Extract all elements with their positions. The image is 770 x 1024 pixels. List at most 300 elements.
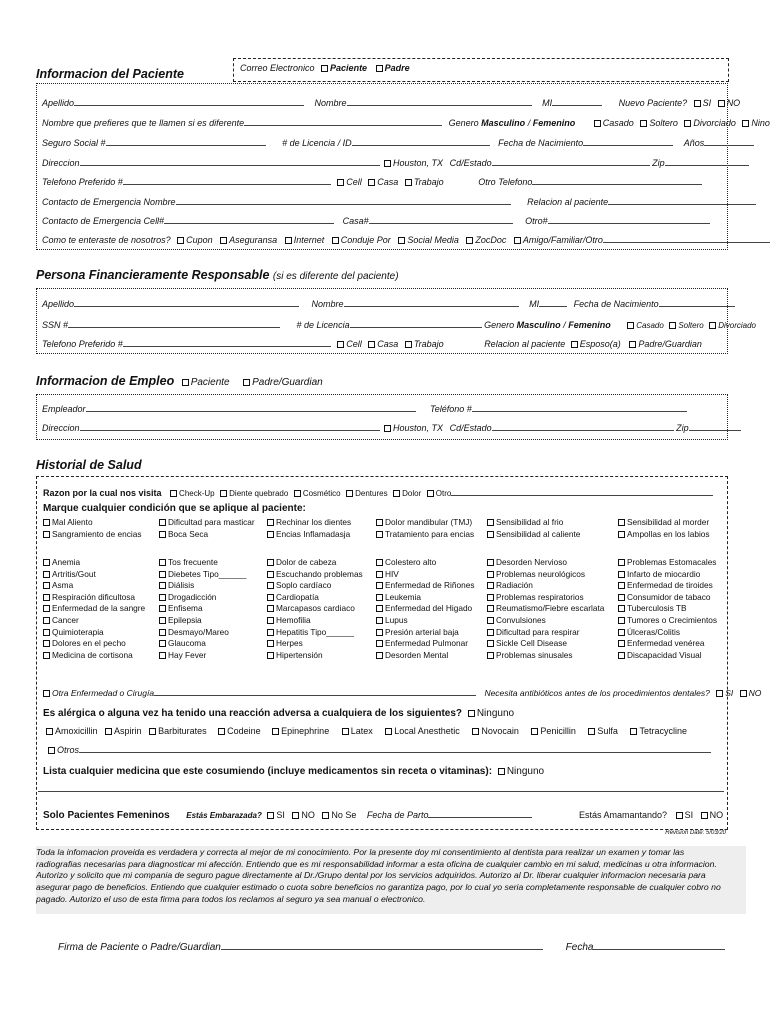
conditions-column	[376, 557, 474, 661]
fin-masculino-label[interactable]: Masculino	[516, 320, 561, 330]
divorciado-checkbox[interactable]	[684, 120, 691, 127]
condition-checkbox[interactable]	[618, 629, 625, 636]
medicina-ninguno-checkbox[interactable]	[498, 768, 505, 775]
conditions-column	[487, 557, 604, 661]
fin-apellido-label: Apellido	[42, 299, 75, 309]
antibioticos-si-checkbox[interactable]	[716, 690, 723, 697]
codeine-checkbox[interactable]	[218, 728, 225, 735]
financial-subtitle: (si es diferente del paciente)	[272, 271, 399, 282]
condition-checkbox[interactable]	[159, 617, 166, 624]
condition-checkbox[interactable]	[159, 640, 166, 647]
condition-checkbox[interactable]	[267, 582, 274, 589]
zocdoc-label: ZocDoc	[475, 235, 507, 245]
top-col-1	[43, 517, 141, 540]
tetracycline-checkbox[interactable]	[630, 728, 637, 735]
condition-label: Enfermedad del Higado	[385, 603, 473, 614]
masculino-label[interactable]: Masculino	[481, 118, 526, 128]
condition-label: Consumidor de tabaco	[627, 591, 711, 602]
otro-field[interactable]	[451, 486, 713, 496]
firma-field[interactable]	[221, 940, 543, 950]
condition-checkbox[interactable]	[267, 531, 274, 538]
condition-label: Dolor mandibular (TMJ)	[385, 517, 473, 527]
otra-enfermedad-row	[43, 686, 761, 698]
emp-direccion-field[interactable]	[80, 421, 380, 431]
condition-checkbox[interactable]	[618, 519, 625, 526]
condition-checkbox[interactable]	[487, 571, 494, 578]
condition-checkbox[interactable]	[487, 594, 494, 601]
condition-label: Sensibilidad al morder	[627, 517, 710, 527]
cupon-label: Cupon	[186, 235, 213, 245]
empleador-field[interactable]	[86, 402, 416, 412]
condition-checkbox[interactable]	[267, 594, 274, 601]
medicina-row	[43, 766, 544, 777]
houston-label: Houston, TX	[393, 158, 444, 168]
email-label: Correo Electronico	[240, 63, 315, 73]
condition-checkbox[interactable]	[159, 652, 166, 659]
patient-row-3	[42, 136, 754, 148]
fin-nacimiento-field[interactable]	[659, 297, 735, 307]
cupon-checkbox[interactable]	[177, 237, 184, 244]
condition-label: Presión arterial baja	[385, 626, 459, 637]
condition-checkbox[interactable]	[376, 559, 383, 566]
condition-checkbox[interactable]	[159, 629, 166, 636]
condition-checkbox[interactable]	[618, 617, 625, 624]
patient-row-2	[42, 116, 770, 128]
condition-item	[267, 557, 363, 569]
otros-checkbox[interactable]	[48, 747, 55, 754]
local-anesthetic-label: Local Anesthetic	[394, 726, 460, 736]
condition-item	[487, 650, 604, 662]
condition-checkbox[interactable]	[267, 617, 274, 624]
tetracycline-label: Tetracycline	[639, 726, 687, 736]
condition-checkbox[interactable]	[376, 617, 383, 624]
seguro-field[interactable]	[106, 136, 266, 146]
contacto-cell-field[interactable]	[164, 214, 334, 224]
telefono-field[interactable]	[123, 175, 331, 185]
casado-label: Casado	[602, 118, 634, 128]
top-col-2	[159, 517, 255, 540]
condition-checkbox[interactable]	[618, 582, 625, 589]
condition-item	[43, 557, 145, 569]
condition-checkbox[interactable]	[43, 640, 50, 647]
condition-label: Enfermedad de tiroides	[627, 580, 713, 591]
ssn-label: SSN #	[42, 320, 69, 330]
amigo-field[interactable]	[603, 233, 770, 243]
embarazada-si-checkbox[interactable]	[267, 812, 274, 819]
social-checkbox[interactable]	[398, 237, 405, 244]
condition-item	[376, 638, 474, 650]
dentures-label: Dentures	[355, 489, 388, 498]
fin-cell-label: Cell	[346, 339, 362, 349]
nacimiento-field[interactable]	[583, 136, 673, 146]
condition-checkbox[interactable]	[487, 605, 494, 612]
condition-label: Cancer	[52, 614, 79, 625]
condition-item	[159, 580, 246, 592]
fin-nacimiento-label: Fecha de Nacimiento	[573, 299, 659, 309]
condition-item	[267, 569, 363, 581]
checkup-checkbox[interactable]	[170, 490, 177, 497]
consent-text: Toda la infomacion proveida es verdadera y correcta al mejor de mi conocimiento. Por la presente doy mi consentimiento al dentista para realizar un examen y tomar las radiografias necesarias para diagnosticar mi afección. Entiendo que es mi responsabilidad informar a esta oficina de cualquier cambio en mi salud, medicinas u otra informacion. Autorizo y solicito que mi compania de seguro pague directamente al Dr./Grupo dental por los servicios adquiridos. Autorizo al Dr. liberar cualquier informacion necesaria para asegurar pago de beneficios. Entiendo que cualquier estimado o cuota sobre beneficios no garantiza pago, por lo cual yo seria completamente responsable de cualquier cobro no pagado. Autorizo el uso de esta firma para todos los reclamos al seguro ya sea manual o electronico.	[36, 847, 721, 904]
condition-checkbox[interactable]	[43, 582, 50, 589]
fin-divorciado-checkbox[interactable]	[709, 322, 716, 329]
emp-paciente-label: Paciente	[190, 377, 230, 388]
condition-checkbox[interactable]	[376, 594, 383, 601]
amamantando-no-label: NO	[709, 810, 724, 820]
condition-label: HIV	[385, 568, 399, 579]
emp-telefono-field[interactable]	[472, 402, 687, 412]
condition-label: Medicina de cortisona	[52, 649, 133, 660]
antibioticos-no-checkbox[interactable]	[740, 690, 747, 697]
contacto-cell-label: Contacto de Emergencia Cell#	[42, 216, 165, 226]
condition-checkbox[interactable]	[487, 519, 494, 526]
telefono-label: Telefono Preferido #	[42, 177, 123, 187]
condition-checkbox[interactable]	[43, 531, 50, 538]
epinephrine-label: Epinephrine	[281, 726, 330, 736]
condition-label: Diálisis	[168, 580, 195, 591]
nombre-label: Nombre	[314, 98, 347, 108]
emp-zip-label: Zip	[676, 423, 689, 433]
dolor-checkbox[interactable]	[393, 490, 400, 497]
contacto-field[interactable]	[176, 195, 511, 205]
fin-mi-field[interactable]	[539, 297, 567, 307]
patient-row-1	[42, 96, 740, 108]
email-paciente-checkbox[interactable]	[321, 65, 328, 72]
conditions-column	[618, 557, 717, 661]
condition-label: Anemia	[52, 557, 81, 567]
condition-checkbox[interactable]	[487, 617, 494, 624]
condition-label: Cardiopatía	[276, 591, 319, 602]
nuevo-paciente-label: Nuevo Paciente?	[618, 98, 688, 108]
soltero-checkbox[interactable]	[640, 120, 647, 127]
fin-casa-checkbox[interactable]	[368, 341, 375, 348]
condition-checkbox[interactable]	[43, 559, 50, 566]
condition-checkbox[interactable]	[267, 519, 274, 526]
medicina-field[interactable]	[38, 791, 724, 792]
casado-checkbox[interactable]	[594, 120, 601, 127]
otros-label: Otros	[57, 745, 80, 755]
condition-checkbox[interactable]	[618, 652, 625, 659]
nuevo-no-checkbox[interactable]	[718, 100, 725, 107]
condition-label: Reumatismo/Fiebre escarlata	[496, 603, 605, 614]
embarazada-si-label: SI	[276, 810, 285, 820]
condition-checkbox[interactable]	[267, 640, 274, 647]
conditions-column	[159, 557, 246, 661]
fecha-label: Fecha	[565, 942, 594, 953]
condition-item	[618, 627, 717, 639]
amigo-checkbox[interactable]	[514, 237, 521, 244]
alergia-ninguno-checkbox[interactable]	[468, 710, 475, 717]
condition-label: Glaucoma	[168, 638, 206, 649]
fin-casado-checkbox[interactable]	[627, 322, 634, 329]
prefiere-field[interactable]	[244, 116, 442, 126]
condition-checkbox[interactable]	[376, 640, 383, 647]
condition-checkbox[interactable]	[618, 559, 625, 566]
top-col-6	[618, 517, 710, 540]
signature-row	[58, 940, 725, 953]
otra-field[interactable]	[154, 686, 476, 696]
condition-checkbox[interactable]	[487, 629, 494, 636]
fin-licencia-field[interactable]	[350, 318, 482, 328]
femeninos-row	[43, 808, 723, 821]
condition-label: Radiación	[496, 580, 533, 591]
condition-checkbox[interactable]	[618, 531, 625, 538]
fechaparto-label: Fecha de Parto	[366, 810, 429, 820]
nuevo-si-checkbox[interactable]	[694, 100, 701, 107]
fechaparto-field[interactable]	[428, 808, 532, 818]
fin-cell-checkbox[interactable]	[337, 341, 344, 348]
internet-checkbox[interactable]	[285, 237, 292, 244]
latex-checkbox[interactable]	[342, 728, 349, 735]
condition-checkbox[interactable]	[43, 617, 50, 624]
condition-checkbox[interactable]	[376, 582, 383, 589]
fin-apellido-field[interactable]	[74, 297, 299, 307]
ssn-field[interactable]	[68, 318, 280, 328]
condition-item	[159, 615, 246, 627]
condition-checkbox[interactable]	[43, 594, 50, 601]
condition-label: Dificultad para masticar	[168, 517, 255, 527]
fin-casado-label: Casado	[636, 321, 664, 330]
condition-item	[43, 580, 145, 592]
condition-checkbox[interactable]	[267, 652, 274, 659]
fin-femenino-label[interactable]: Femenino	[568, 320, 611, 330]
anos-field[interactable]	[704, 136, 754, 146]
aspirin-checkbox[interactable]	[105, 728, 112, 735]
condition-label: Desmayo/Mareo	[168, 626, 229, 637]
condition-label: Sensibilidad al frio	[496, 517, 564, 527]
fin-telefono-field[interactable]	[123, 337, 331, 347]
condition-label: Tuberculosis TB	[627, 603, 687, 614]
zocdoc-checkbox[interactable]	[466, 237, 473, 244]
antibioticos-no-label: NO	[748, 688, 762, 698]
otro-telefono-field[interactable]	[532, 175, 702, 185]
email-padre-label: Padre	[384, 63, 410, 73]
condition-label: Tos frecuente	[168, 557, 218, 567]
casa-num-field[interactable]	[369, 214, 513, 224]
apellido-field[interactable]	[74, 96, 304, 106]
condition-checkbox[interactable]	[376, 605, 383, 612]
otra-checkbox[interactable]	[43, 690, 50, 697]
condition-label: Hay Fever	[168, 649, 207, 660]
nuevo-si-label: SI	[702, 98, 712, 108]
direccion-label: Direccion	[42, 158, 80, 168]
conditions-column	[43, 557, 145, 661]
financial-row-3	[42, 337, 702, 349]
diente-checkbox[interactable]	[220, 490, 227, 497]
condition-label: Infarto de miocardio	[627, 568, 701, 579]
condition-checkbox[interactable]	[376, 571, 383, 578]
condition-item	[376, 615, 474, 627]
condition-item	[487, 615, 604, 627]
fin-mi-label: MI	[529, 299, 540, 309]
amamantando-no-checkbox[interactable]	[701, 812, 708, 819]
condition-checkbox[interactable]	[267, 559, 274, 566]
amamantando-label: Estás Amamantando?	[578, 810, 668, 820]
razon-label: Razon por la cual nos visita	[43, 488, 162, 498]
trabajo-checkbox[interactable]	[405, 179, 412, 186]
emp-houston-label: Houston, TX	[393, 423, 444, 433]
condition-item	[618, 650, 717, 662]
medicina-label: Lista cualquier medicina que este cosumiendo (incluye medicamentos sin receta o vitaminas):	[43, 766, 493, 777]
embarazada-nose-checkbox[interactable]	[322, 812, 329, 819]
condition-item	[487, 627, 604, 639]
cdestado-field[interactable]	[492, 156, 650, 166]
condition-checkbox[interactable]	[159, 531, 166, 538]
condition-label: Sickle Cell Disease	[496, 638, 568, 649]
condition-item	[267, 627, 363, 639]
condition-checkbox[interactable]	[618, 640, 625, 647]
local-anesthetic-checkbox[interactable]	[385, 728, 392, 735]
contacto-label: Contacto de Emergencia Nombre	[42, 197, 176, 207]
condition-checkbox[interactable]	[267, 629, 274, 636]
amamantando-si-checkbox[interactable]	[676, 812, 683, 819]
condition-label: Enfermedad venérea	[627, 638, 705, 649]
conduje-checkbox[interactable]	[332, 237, 339, 244]
condition-label: Encias Inflamadasja	[276, 528, 351, 539]
epinephrine-checkbox[interactable]	[272, 728, 279, 735]
otro-telefono-label: Otro Telefono	[478, 177, 533, 187]
condition-label: Enfisema	[168, 603, 203, 614]
licencia-field[interactable]	[352, 136, 490, 146]
condition-checkbox[interactable]	[618, 605, 625, 612]
condition-checkbox[interactable]	[267, 571, 274, 578]
novocain-checkbox[interactable]	[472, 728, 479, 735]
fin-trabajo-checkbox[interactable]	[405, 341, 412, 348]
condition-item	[43, 615, 145, 627]
condition-label: Herpes	[276, 638, 303, 649]
emp-paciente-checkbox[interactable]	[182, 379, 189, 386]
condition-checkbox[interactable]	[43, 605, 50, 612]
condition-checkbox[interactable]	[43, 652, 50, 659]
cell-checkbox[interactable]	[337, 179, 344, 186]
financial-title-row	[36, 268, 399, 282]
condition-checkbox[interactable]	[487, 640, 494, 647]
fin-genero-label: Genero	[484, 320, 515, 330]
nino-label: Nino	[751, 118, 770, 128]
penicillin-checkbox[interactable]	[531, 728, 538, 735]
employment-title-row	[36, 374, 323, 388]
condition-checkbox[interactable]	[159, 519, 166, 526]
emp-padre-label: Padre/Guardian	[252, 377, 323, 388]
nino-checkbox[interactable]	[742, 120, 749, 127]
cosmetico-checkbox[interactable]	[294, 490, 301, 497]
condition-checkbox[interactable]	[159, 605, 166, 612]
emp-cdestado-field[interactable]	[492, 421, 674, 431]
zip-field[interactable]	[665, 156, 749, 166]
relacion-field[interactable]	[608, 195, 756, 205]
amoxicillin-label: Amoxicillin	[55, 726, 98, 736]
condition-item	[618, 557, 717, 569]
condition-item	[376, 580, 474, 592]
fin-padre-label: Padre/Guardian	[638, 339, 702, 349]
condition-checkbox[interactable]	[487, 582, 494, 589]
condition-checkbox[interactable]	[618, 594, 625, 601]
email-padre-checkbox[interactable]	[376, 65, 383, 72]
nombre-field[interactable]	[347, 96, 532, 106]
condition-item	[43, 603, 145, 615]
condition-checkbox[interactable]	[43, 519, 50, 526]
alergica-label: Es alérgica o alguna vez ha tenido una reacción adversa a cualquiera de los siguientes?	[43, 708, 463, 719]
condition-checkbox[interactable]	[487, 652, 494, 659]
condition-checkbox[interactable]	[43, 571, 50, 578]
condition-checkbox[interactable]	[267, 605, 274, 612]
fin-nombre-label: Nombre	[311, 299, 344, 309]
aseguransa-checkbox[interactable]	[220, 237, 227, 244]
alergia-ninguno-label: Ninguno	[476, 708, 515, 719]
condition-label: Sangramiento de encias	[52, 528, 142, 539]
esposo-checkbox[interactable]	[571, 341, 578, 348]
condition-label: Úlceras/Colitis	[627, 626, 681, 637]
empleador-label: Empleador	[42, 404, 86, 414]
otros-row	[48, 743, 711, 755]
condition-label: Problemas Estomacales	[627, 557, 717, 567]
houston-checkbox[interactable]	[384, 160, 391, 167]
emp-houston-checkbox[interactable]	[384, 425, 391, 432]
medicina-ninguno-label: Ninguno	[506, 766, 545, 777]
amigo-label: Amigo/Familiar/Otro	[522, 235, 603, 245]
condition-label: Problemas respiratorios	[496, 591, 584, 602]
condition-label: Hepatitis Tipo______	[276, 626, 354, 637]
condition-checkbox[interactable]	[376, 652, 383, 659]
alergias-row	[46, 726, 687, 736]
condition-label: Tumores o Crecimientos	[627, 614, 718, 625]
razon-row	[43, 486, 713, 498]
fin-relacion-label: Relacion al paciente	[484, 339, 566, 349]
otros-field[interactable]	[79, 743, 711, 753]
condition-checkbox[interactable]	[618, 571, 625, 578]
fin-nombre-field[interactable]	[344, 297, 519, 307]
condition-checkbox[interactable]	[376, 629, 383, 636]
embarazada-no-checkbox[interactable]	[292, 812, 299, 819]
condition-label: Problemas sinusales	[496, 649, 573, 660]
condition-checkbox[interactable]	[43, 629, 50, 636]
fin-soltero-label: Soltero	[678, 321, 704, 330]
condition-label: Convulsiones	[496, 614, 546, 625]
direccion-field[interactable]	[80, 156, 380, 166]
otro-checkbox[interactable]	[427, 490, 434, 497]
emp-padre-checkbox[interactable]	[243, 379, 250, 386]
barbiturates-checkbox[interactable]	[149, 728, 156, 735]
fecha-field[interactable]	[593, 940, 725, 950]
anos-label: Años	[683, 138, 705, 148]
amoxicillin-checkbox[interactable]	[46, 728, 53, 735]
soltero-label: Soltero	[649, 118, 678, 128]
employment-row-2	[42, 421, 741, 433]
antibioticos-label: Necesita antibióticos antes de los procedimientos dentales?	[484, 688, 710, 698]
otro-num-field[interactable]	[548, 214, 710, 224]
condition-checkbox[interactable]	[159, 571, 166, 578]
casa-checkbox[interactable]	[368, 179, 375, 186]
condition-item	[376, 569, 474, 581]
latex-label: Latex	[350, 726, 373, 736]
condition-checkbox[interactable]	[376, 519, 383, 526]
condition-checkbox[interactable]	[487, 559, 494, 566]
condition-item	[159, 557, 246, 569]
emp-zip-field[interactable]	[689, 421, 741, 431]
sulfa-checkbox[interactable]	[588, 728, 595, 735]
condition-item	[267, 592, 363, 604]
condition-checkbox[interactable]	[376, 531, 383, 538]
condition-checkbox[interactable]	[159, 594, 166, 601]
condition-checkbox[interactable]	[159, 582, 166, 589]
femenino-label[interactable]: Femenino	[532, 118, 576, 128]
fin-padre-checkbox[interactable]	[629, 341, 636, 348]
condition-label: Discapacidad Visual	[627, 649, 702, 660]
mi-field[interactable]	[552, 96, 602, 106]
fin-soltero-checkbox[interactable]	[669, 322, 676, 329]
dentures-checkbox[interactable]	[346, 490, 353, 497]
condition-checkbox[interactable]	[159, 559, 166, 566]
condition-checkbox[interactable]	[487, 531, 494, 538]
